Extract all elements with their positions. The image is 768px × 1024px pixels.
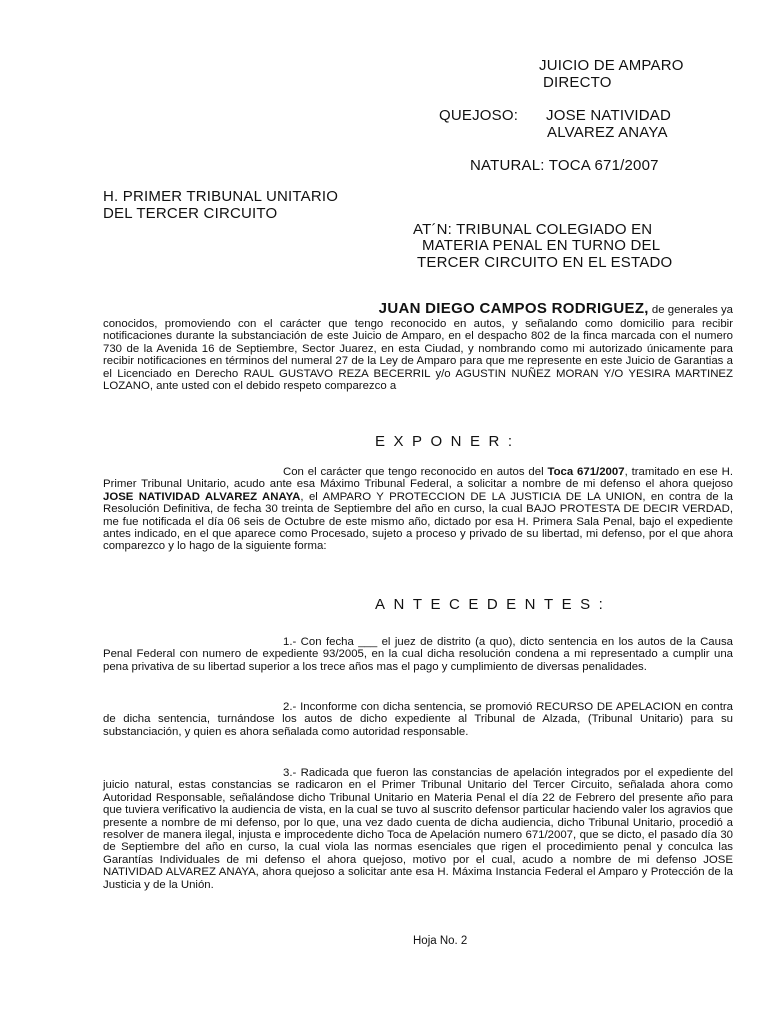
- antecedentes-heading: ANTECEDENTES:: [375, 596, 612, 613]
- attention-line-1: AT´N: TRIBUNAL COLEGIADO EN: [413, 221, 653, 238]
- petitioner-name: JUAN DIEGO CAMPOS RODRIGUEZ,: [378, 300, 649, 317]
- exponer-paragraph: [103, 466, 733, 553]
- defendant-name: JOSE NATIVIDAD ALVAREZ ANAYA: [103, 490, 301, 503]
- exponer-text-c: , tramitado en ese H. Primer Tribunal Unitario, acudo ante esa Máximo Tribunal Federal, a solicitar a nombre de mi defenso el ahora quejoso: [103, 466, 734, 491]
- quejoso-name-line-2: ALVAREZ ANAYA: [547, 124, 668, 141]
- quejoso-label: QUEJOSO:: [439, 107, 519, 124]
- intro-paragraph: [103, 301, 733, 392]
- page-number: Hoja No. 2: [413, 935, 468, 947]
- quejoso-name-line-1: JOSE NATIVIDAD: [546, 107, 672, 124]
- toca-reference: Toca 671/2007: [547, 466, 625, 478]
- antecedent-item-3: [103, 767, 733, 891]
- antecedent-item-2: [103, 701, 733, 738]
- intro-first-line-rest: de generales ya: [648, 304, 733, 316]
- natural-reference: NATURAL: TOCA 671/2007: [470, 157, 659, 174]
- exponer-heading: EXPONER:: [375, 433, 521, 450]
- antecedent-item-3-text: 3.- Radicada que fueron las constancias de apelación integrados por el expediente del juicio natural, estas constancias se radicaron en el Primer Tribunal Unitario del Tercer Circuito, señalada ahora como Autoridad Responsable, señalándose dicho Tribunal Unitario en Materia Penal el día 22 de Febrero del presente año para que tuviera verificativo la audiencia de vista, en la cual se tuvo al suscrito defensor particular haciendo valer los agravios que presente a nombre de mi defenso, por lo que, una vez dado cuenta de dicha audiencia, dicho Tribunal Unitario, procedió a resolver de manera ilegal, injusta e improcedente dicho Toca de Apelación numero 671/2007, que se dicto, el pasado día 30 de Septiembre del año en curso, la cual viola las normas esenciales que rigen el procedimiento penal y conculca las Garantías Individuales de mi defenso el ahora quejoso, motivo por el cual, acudo a nombre de mi defenso JOSE NATIVIDAD ALVAREZ ANAYA, ahora quejoso a solicitar ante esa H. Máxima Instancia Federal el Amparo y Protección de la Justicia y de la Unión.: [103, 767, 734, 891]
- exponer-text-a: Con el carácter que tengo reconocido en autos del: [283, 466, 548, 478]
- intro-body: conocidos, promoviendo con el carácter que tengo reconocido en autos, y señalando como domicilio para recibir notificaciones durante la substanciación de este Juicio de Amparo, en el despacho 802 de la finca marcada con el numero 730 de la Avenida 16 de Septiembre, Sector Juarez, en esta Ciudad, y nombrando como mi autorizado únicamente para recibir notificaciones en términos del numeral 27 de la Ley de Amparo para que me represente en este Juicio de Garantias a el Licenciado en Derecho RAUL GUSTAVO REZA BECERRIL y/o AGUSTIN NUÑEZ MORAN Y/O YESIRA MARTINEZ LOZANO, ante usted con el debido respeto comparezco a: [103, 318, 733, 393]
- exponer-text-e: , el AMPARO Y PROTECCION DE LA JUSTICIA DE LA UNION, en contra de la Resolución Definitiva, de fecha 30 treinta de Septiembre del año en curso, la cual BAJO PROTESTA DE DECIR VERDAD, me fue notificada el día 06 seis de Octubre de este mismo año, dictado por esa H. Primera Sala Penal, bajo el expediente antes indicado, en el que aparece como Procesado, sujeto a proceso y privado de su libertad, mi defenso, por el que ahora comparezco y lo hago de la siguiente forma:: [103, 490, 733, 553]
- attention-line-3: TERCER CIRCUITO EN EL ESTADO: [417, 254, 673, 271]
- case-type-line-1: JUICIO DE AMPARO: [539, 57, 684, 74]
- case-type-line-2: DIRECTO: [543, 74, 612, 91]
- addressee-line-1: H. PRIMER TRIBUNAL UNITARIO: [103, 188, 339, 205]
- attention-line-2: MATERIA PENAL EN TURNO DEL: [422, 237, 661, 254]
- addressee-line-2: DEL TERCER CIRCUITO: [103, 205, 278, 222]
- antecedent-item-1: [103, 636, 733, 673]
- antecedent-item-2-text: 2.- Inconforme con dicha sentencia, se promovió RECURSO DE APELACION en contra de dicha sentencia, turnándose los autos de dicho expediente al Tribunal de Alzada, (Tribunal Unitario) para su substanciación, y quien es ahora señalada como autoridad responsable.: [103, 701, 733, 738]
- antecedent-item-1-text: 1.- Con fecha ___ el juez de distrito (a quo), dicto sentencia en los autos de la Causa Penal Federal con numero de expediente 93/2005, en la cual dicha resolución condena a mi representado a cumplir una pena privativa de su libertad superior a los trece años mas el pago y cumplimiento de diversas penalidades.: [103, 636, 733, 673]
